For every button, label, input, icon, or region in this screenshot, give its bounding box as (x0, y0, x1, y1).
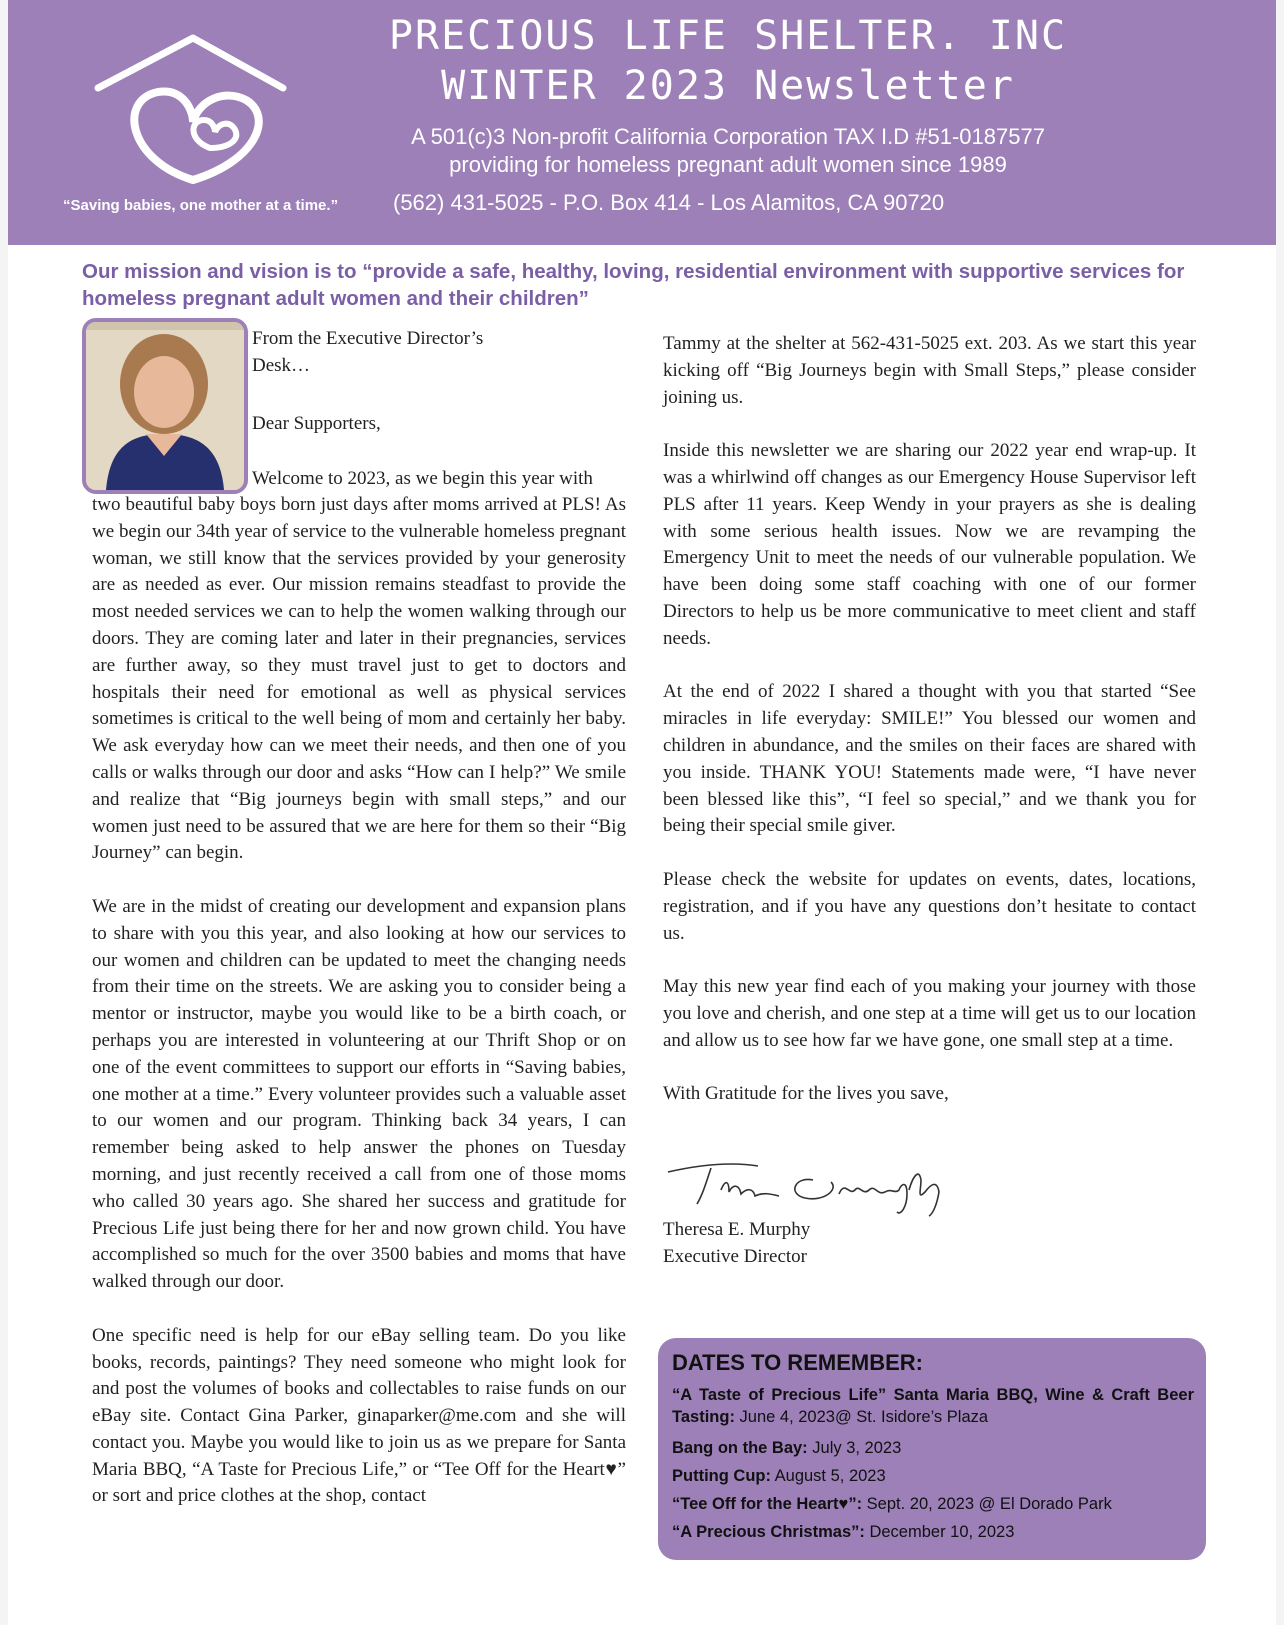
slogan: “Saving babies, one mother at a time.” (63, 197, 339, 214)
left-column (92, 492, 626, 1510)
right-paragraph-1: Tammy at the shelter at 562-431-5025 ext. 203. As we start this year kicking off “Big Journeys begin with Small Steps,” please consider joining us. (663, 333, 1196, 408)
dates-title: DATES TO REMEMBER: (672, 1350, 923, 1375)
signer-title: Executive Director (663, 1246, 808, 1267)
newsletter-page (8, 0, 1276, 1625)
director-photo (82, 318, 248, 494)
closing-line: With Gratitude for the lives you save, (663, 1083, 949, 1105)
date-when: August 5, 2023 (770, 1467, 886, 1485)
date-event: Putting Cup: (672, 1467, 771, 1485)
org-title: PRECIOUS LIFE SHELTER. INC (388, 13, 1068, 59)
left-paragraph-3: One specific need is help for our eBay selling team. Do you like books, records, paintings? They need someone who might look for and post the volumes of books and collectables to raise funds on our eBay site. Contact Gina Parker, ginaparker@me.com and she will contact you. Maybe you would like to join us as we prepare for Santa Maria BBQ, “A Taste for Precious Life,” or “Tee Off for the Heart♥” or sort and price clothes at the shop, contact (92, 1324, 626, 1507)
intro-text: Welcome to 2023, as we begin this year with (252, 468, 593, 489)
date-item (672, 1434, 1194, 1462)
date-event: “A Precious Christmas”: (672, 1523, 865, 1541)
right-paragraph-5: May this new year find each of you making your journey with those you love and cherish, and one step at a time will get us to our location and allow us to see how far we have gone, one small step at a time. (663, 976, 1196, 1051)
date-when: June 4, 2023@ St. Isidore’s Plaza (734, 1408, 989, 1426)
mission-statement: Our mission and vision is to “provide a safe, healthy, loving, residential environment with supportive services for homeless pregnant adult women and their children” (82, 260, 1185, 310)
right-paragraph-2: Inside this newsletter we are sharing our 2022 year end wrap-up. It was a whirlwind off changes as our Emergency House Supervisor left PLS after 11 years. Keep Wendy in your prayers as she is dealing with some serious health issues. Now we are revamping the Emergency Unit to meet the needs of our vulnerable population. We have been doing some staff coaching with one of our former Directors to help us be more communicative to meet client and staff needs. (663, 440, 1196, 649)
intro-line (252, 466, 626, 493)
handwritten-signature-icon (663, 1150, 963, 1220)
since-line: providing for homeless pregnant adult women since 1989 (449, 152, 1007, 177)
dates-to-remember-box (658, 1338, 1206, 1560)
salutation: Dear Supporters, (252, 413, 381, 434)
newsletter-header (8, 0, 1276, 245)
tax-id-line: A 501(c)3 Non-profit California Corporation TAX I.D #51-0187577 (411, 124, 1045, 149)
date-when: July 3, 2023 (807, 1439, 902, 1457)
date-event: Bang on the Bay: (672, 1439, 808, 1457)
date-item (672, 1490, 1194, 1518)
director-portrait-icon (86, 322, 244, 490)
right-column (663, 331, 1196, 1108)
date-event: “A Taste of Precious Life” Santa Maria BBQ, Wine & Craft Beer Tasting: (672, 1386, 1194, 1426)
signer-name: Theresa E. Murphy (663, 1219, 811, 1240)
date-item (672, 1462, 1194, 1490)
left-paragraph-2: We are in the midst of creating our development and expansion plans to share with you this year, and also looking at how our services to our women and children can be updated to meet the changing needs from their time on the streets. We are asking you to consider being a mentor or instructor, maybe you would like to be a birth coach, or perhaps you are interested in volunteering at our Thrift Shop or on one of the event committees to support our efforts in “Saving babies, one mother at a time.” Every volunteer provides such a valuable asset to our women and our program. Thinking back 34 years, I can remember being asked to help answer the phones on Tuesday morning, and just recently received a call from one of those moms who called 30 years ago. She shared her success and gratitude for Precious Life just being there for her and now grown child. You have accomplished so much for the over 3500 babies and moms that have walked through our door. (92, 895, 626, 1293)
date-item (672, 1384, 1194, 1428)
signer-block (663, 1216, 810, 1270)
dates-list (672, 1384, 1194, 1546)
date-when: Sept. 20, 2023 @ El Dorado Park (862, 1495, 1112, 1513)
house-heart-logo-icon (88, 30, 298, 200)
date-when: December 10, 2023 (864, 1523, 1015, 1541)
right-paragraph-4: Please check the website for updates on events, dates, locations, registration, and if you have any questions don’t hesitate to contact us. (663, 868, 1196, 944)
contact-line: (562) 431-5025 - P.O. Box 414 - Los Alamitos, CA 90720 (393, 190, 945, 215)
left-paragraph-1: two beautiful baby boys born just days after moms arrived at PLS! As we begin our 34th year of service to the vulnerable homeless pregnant woman, we still know that the services provided by your generosity are as needed as ever. Our mission remains steadfast to provide the most needed services we can to help the women walking through our doors. They are coming later and later in their pregnancies, services are further away, so they must travel just to get to doctors and hospitals their need for emotional as well as physical services sometimes is critical to the well being of mom and certainly her baby. We ask everyday how can we meet their needs, and then one of you calls or walks through our door and asks “How can I help?” We smile and realize that “Big journeys begin with small steps,” and our women just need to be assured that we are here for them so their “Big Journey” can begin. (92, 494, 626, 864)
date-event: “Tee Off for the Heart♥”: (672, 1495, 863, 1513)
newsletter-title: WINTER 2023 Newsletter (441, 63, 1015, 109)
desk-heading: From the Executive Director’s Desk… (252, 328, 484, 376)
right-paragraph-3: At the end of 2022 I shared a thought with you that started “See miracles in life everyday: SMILE!” You blessed our women and children in abundance, and the smiles on their faces are shared with you inside. THANK YOU! Statements made were, “I have never been blessed like this”, “I feel so special,” and we thank you for being their special smile giver. (663, 681, 1196, 837)
date-item (672, 1518, 1194, 1546)
